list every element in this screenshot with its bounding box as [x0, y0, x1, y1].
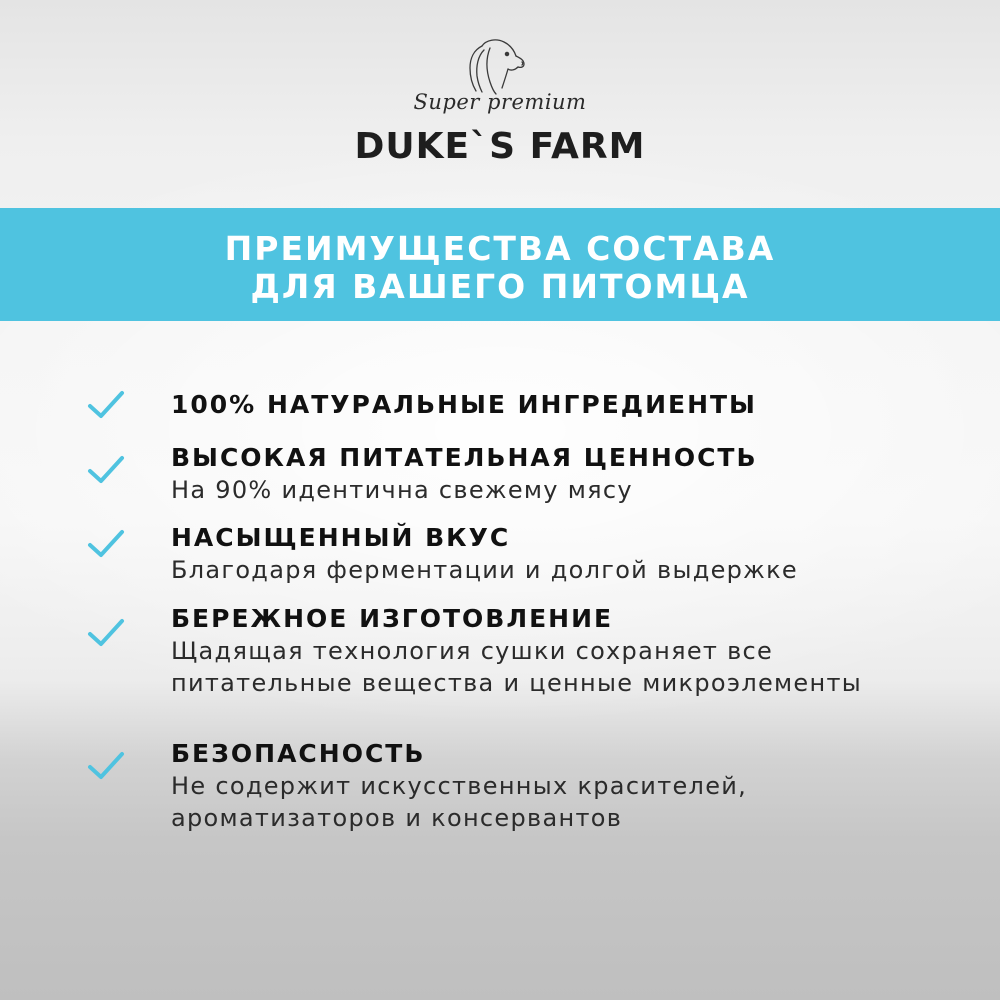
benefit-description: Благодаря ферментации и долгой выдержке — [171, 556, 798, 584]
check-icon — [86, 527, 126, 561]
benefit-description: Не содержит искусственных красителей, ароматизаторов и консервантов — [171, 772, 748, 832]
brand-tagline: Super premium — [413, 90, 587, 114]
check-icon — [86, 749, 126, 783]
banner-title-line-1: ПРЕИМУЩЕСТВА СОСТАВА — [224, 229, 776, 268]
benefit-title: 100% НАТУРАЛЬНЫЕ ИНГРЕДИЕНТЫ — [171, 390, 757, 419]
benefit-title: БЕРЕЖНОЕ ИЗГОТОВЛЕНИЕ — [171, 604, 614, 633]
benefit-title: БЕЗОПАСНОСТЬ — [171, 739, 426, 768]
benefit-title: НАСЫЩЕННЫЙ ВКУС — [171, 523, 511, 552]
benefit-title: ВЫСОКАЯ ПИТАТЕЛЬНАЯ ЦЕННОСТЬ — [171, 443, 758, 472]
check-icon — [86, 453, 126, 487]
benefit-description: На 90% идентична свежему мясу — [171, 476, 633, 504]
brand-name: DUKE`S FARM — [354, 126, 646, 167]
check-icon — [86, 388, 126, 422]
check-icon — [86, 616, 126, 650]
banner-title-line-2: ДЛЯ ВАШЕГО ПИТОМЦА — [250, 267, 750, 306]
benefit-description: Щадящая технология сушки сохраняет все питательные вещества и ценные микроэлементы — [171, 637, 863, 697]
